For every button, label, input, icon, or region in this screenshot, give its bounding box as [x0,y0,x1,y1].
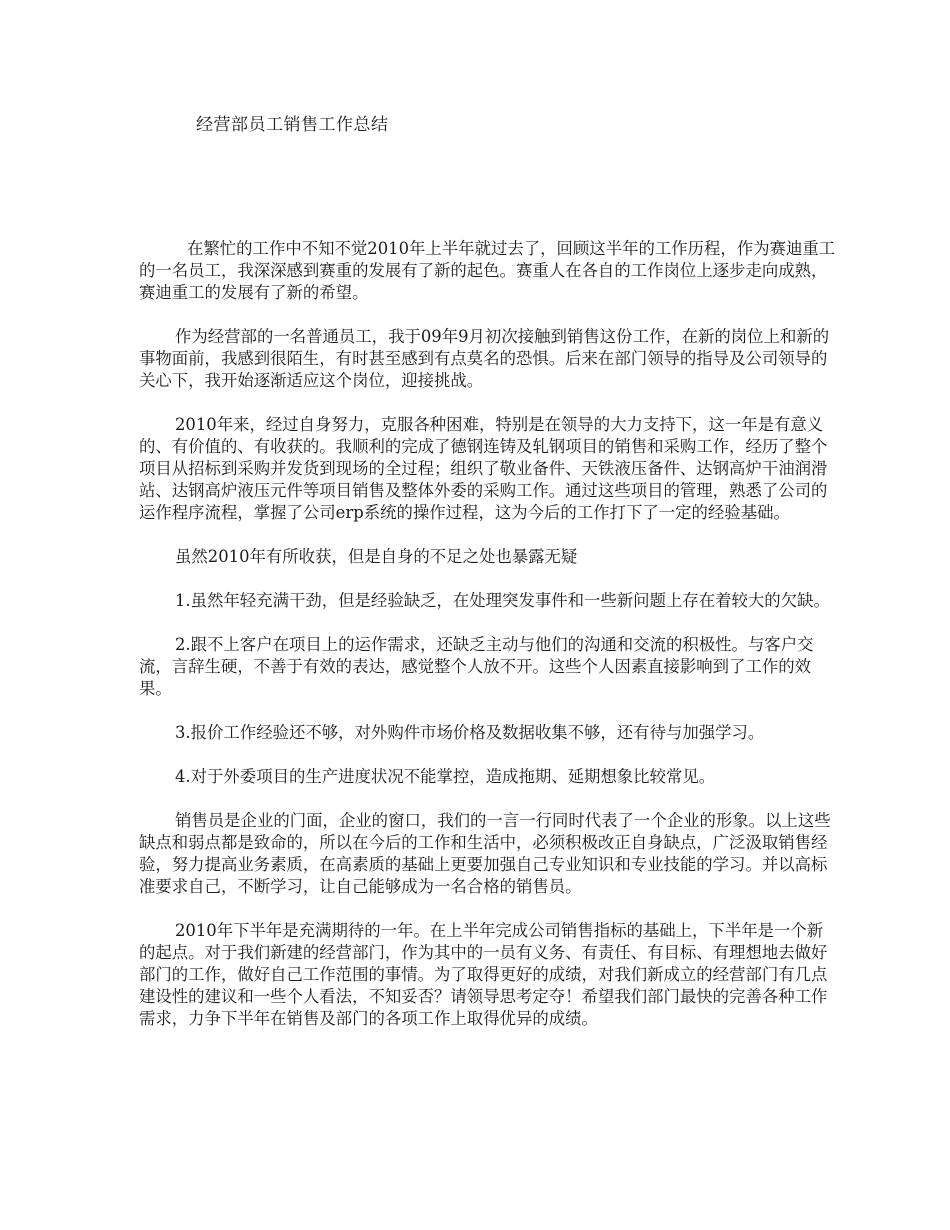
paragraph: 销售员是企业的门面，企业的窗口，我们的一言一行同时代表了一个企业的形象。以上这些缺点和弱点都是致命的，所以在今后的工作和生活中，必须积极改正自身缺点，广泛汲取销售经验，努力提高业务素质，在高素质的基础上更要加强自己专业知识和专业技能的学习。并以高标准要求自己，不断学习，让自己能够成为一名合格的销售员。 [139,811,831,896]
document-body [139,238,839,1052]
document-title: 经营部员工销售工作总结 [196,115,389,135]
paragraph: 2010年来，经过自身努力，克服各种困难，特别是在领导的大力支持下，这一年是有意义的、有价值的、有收获的。我顺利的完成了德钢连铸及轧钢项目的销售和采购工作，经历了整个项目从招标到采购并发货到现场的全过程；组织了敬业备件、天铁液压备件、达钢高炉干油润滑站、达钢高炉液压元件等项目销售及整体外委的采购工作。通过这些项目的管理，熟悉了公司的运作程序流程，掌握了公司erp系统的操作过程，这为今后的工作打下了一定的经验基础。 [139,415,828,522]
list-item: 4.对于外委项目的生产进度状况不能掌控，造成拖期、延期想象比较常见。 [175,767,716,786]
paragraph: 虽然2010年有所收获，但是自身的不足之处也暴露无疑 [175,547,578,566]
paragraph: 在繁忙的工作中不知不觉2010年上半年就过去了，回顾这半年的工作历程，作为赛迪重工的一名员工，我深深感到赛重的发展有了新的起色。赛重人在各自的工作岗位上逐步走向成熟，赛迪重工的发展有了新的希望。 [139,239,836,302]
paragraph: 2010年下半年是充满期待的一年。在上半年完成公司销售指标的基础上，下半年是一个新的起点。对于我们新建的经营部门，作为其中的一员有义务、有责任、有目标、有理想地去做好部门的工作，做好自己工作范围的事情。为了取得更好的成绩，对我们新成立的经营部门有几点建设性的建议和一些个人看法，不知妥否？请领导思考定夺！希望我们部门最快的完善各种工作需求，力争下半年在销售及部门的各项工作上取得优异的成绩。 [139,921,828,1028]
paragraph: 作为经营部的一名普通员工，我于09年9月初次接触到销售这份工作，在新的岗位上和新的事物面前，我感到很陌生，有时甚至感到有点莫名的恐惧。后来在部门领导的指导及公司领导的关心下，我开始逐渐适应这个岗位，迎接挑战。 [139,327,830,390]
list-item: 1.虽然年轻充满干劲，但是经验缺乏，在处理突发事件和一些新问题上存在着较大的欠缺。 [175,591,830,610]
list-item: 2.跟不上客户在项目上的运作需求，还缺乏主动与他们的沟通和交流的积极性。与客户交流，言辞生硬，不善于有效的表达，感觉整个人放不开。这些个人因素直接影响到了工作的效果。 [139,635,814,698]
list-item: 3.报价工作经验还不够，对外购件市场价格及数据收集不够，还有待与加强学习。 [175,723,765,742]
